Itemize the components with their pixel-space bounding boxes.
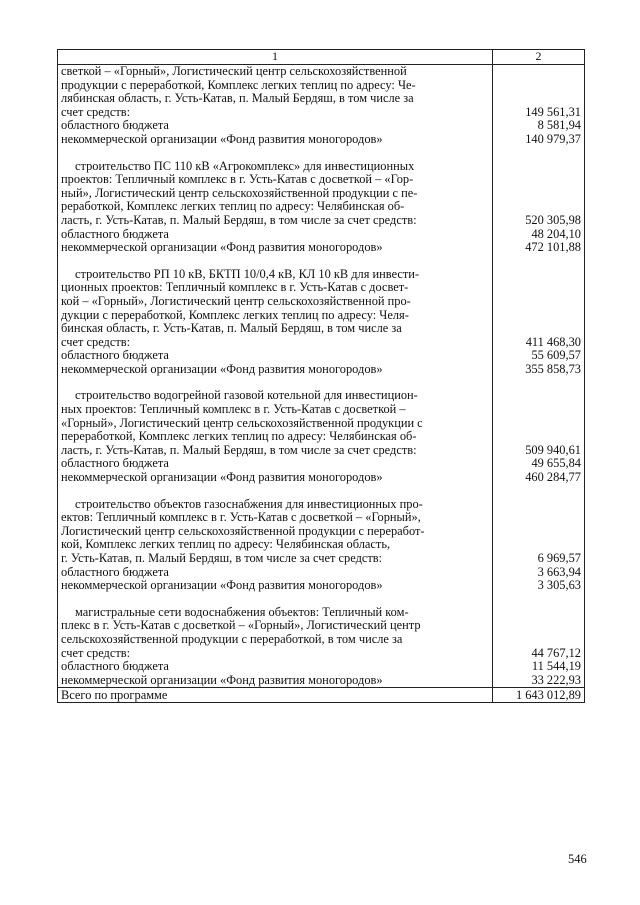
item-description (58, 65, 493, 120)
fund-amount: 460 284,77 (493, 471, 585, 485)
fund-amount: 140 979,37 (493, 133, 585, 147)
description-line: магистральные сети водоснабжения объектов: Тепличный ком- (75, 604, 409, 619)
table-row (58, 119, 585, 133)
spacer-cell (58, 255, 493, 268)
spacer-cell (493, 255, 585, 268)
fund-amount: 3 305,63 (493, 579, 585, 593)
table-row (58, 160, 585, 228)
description-line: светкой – «Горный», Логистический центр сельскохозяйственной (61, 64, 407, 78)
grand-total-value: 1 643 012,89 (493, 688, 585, 703)
item-total: 509 940,61 (493, 389, 585, 457)
item-description (58, 160, 493, 228)
page-number: 546 (568, 852, 587, 866)
grand-total-label: Всего по программе (58, 688, 493, 703)
description-line: строительство объектов газоснабжения для инвестиционных про- (75, 496, 423, 511)
regional-budget-amount: 11 544,19 (493, 660, 585, 674)
fund-label: некоммерческой организации «Фонд развития моногородов» (58, 674, 493, 688)
description-line: плекс в г. Усть-Катав с досветкой – «Горный», Логистический центр (61, 618, 421, 633)
fund-amount: 355 858,73 (493, 363, 585, 377)
item-total: 520 305,98 (493, 160, 585, 228)
section-spacer (58, 147, 585, 160)
regional-budget-amount: 3 663,94 (493, 566, 585, 580)
fund-amount: 472 101,88 (493, 241, 585, 255)
table-row (58, 363, 585, 377)
fund-amount: 33 222,93 (493, 674, 585, 688)
section-spacer (58, 255, 585, 268)
regional-budget-label: областного бюджета (58, 228, 493, 242)
description-line: ласть, г. Усть-Катав, п. Малый Бердяш, в том числе за счет средств: (61, 212, 417, 227)
table-row (58, 268, 585, 350)
item-total: 6 969,57 (493, 498, 585, 566)
table-row (58, 660, 585, 674)
description-line: ный», Логистический центр сельскохозяйственной продукции с пе- (61, 185, 418, 200)
description-line: г. Усть-Катав, п. Малый Бердяш, в том числе за счет средств: (61, 551, 383, 565)
regional-budget-amount: 55 609,57 (493, 349, 585, 363)
description-line: кой – «Горный», Логистический центр сельскохозяйственной про- (61, 293, 411, 308)
budget-table-body (58, 50, 585, 703)
item-total: 44 767,12 (493, 606, 585, 660)
table-row (58, 579, 585, 593)
item-description (58, 498, 493, 566)
description-line: Логистический центр сельскохозяйственной продукции с переработ- (61, 523, 425, 538)
table-row (58, 471, 585, 485)
table-header-row (58, 50, 585, 65)
header-col-1: 1 (58, 50, 493, 65)
item-total: 411 468,30 (493, 268, 585, 350)
header-col-2: 2 (493, 50, 585, 65)
table-row (58, 457, 585, 471)
description-line: продукции с переработкой, Комплекс легких теплиц по адресу: Че- (61, 77, 416, 92)
table-row (58, 349, 585, 363)
table-row (58, 674, 585, 688)
fund-label: некоммерческой организации «Фонд развития моногородов» (58, 579, 493, 593)
table-row (58, 498, 585, 566)
table-row (58, 389, 585, 457)
description-line: бинская область, г. Усть-Катав, п. Малый Бердяш, в том числе за (61, 321, 402, 336)
description-line: ектов: Тепличный комплекс в г. Усть-Катав с досветкой – «Горный», (61, 510, 421, 525)
item-description (58, 606, 493, 660)
description-line: счет средств: (61, 104, 131, 119)
regional-budget-amount: 48 204,10 (493, 228, 585, 242)
description-line: ционных проектов: Тепличный комплекс в г. Усть-Катав с досвет- (61, 280, 409, 295)
regional-budget-label: областного бюджета (58, 457, 493, 471)
description-line: сельскохозяйственной продукции с переработкой, в том числе за (61, 631, 403, 646)
fund-label: некоммерческой организации «Фонд развития моногородов» (58, 241, 493, 255)
description-line: счет средств: (61, 645, 131, 660)
description-line: ласть, г. Усть-Катав, п. Малый Бердяш, в том числе за счет средств: (61, 442, 417, 457)
spacer-cell (493, 147, 585, 160)
item-description (58, 389, 493, 457)
description-line: реработкой, Комплекс легких теплиц по адресу: Челябинская об- (61, 199, 405, 214)
description-line: дукции с переработкой, Комплекс легких теплиц по адресу: Челя- (61, 307, 409, 322)
fund-label: некоммерческой организации «Фонд развития моногородов» (58, 363, 493, 377)
spacer-cell (493, 593, 585, 606)
regional-budget-label: областного бюджета (58, 566, 493, 580)
section-spacer (58, 485, 585, 498)
regional-budget-amount: 49 655,84 (493, 457, 585, 471)
table-row (58, 606, 585, 660)
description-line: ных проектов: Тепличный комплекс в г. Усть-Катав с досветкой – (61, 402, 406, 417)
table-row (58, 133, 585, 147)
item-description (58, 268, 493, 350)
regional-budget-label: областного бюджета (58, 119, 493, 133)
regional-budget-amount: 8 581,94 (493, 119, 585, 133)
budget-table (57, 49, 585, 703)
spacer-cell (58, 147, 493, 160)
table-row (58, 241, 585, 255)
fund-label: некоммерческой организации «Фонд развития моногородов» (58, 471, 493, 485)
description-line: строительство РП 10 кВ, БКТП 10/0,4 кВ, КЛ 10 кВ для инвести- (75, 266, 420, 281)
table-row (58, 65, 585, 120)
spacer-cell (58, 593, 493, 606)
description-line: кой, Комплекс легких теплиц по адресу: Челябинская область, (61, 537, 391, 552)
fund-label: некоммерческой организации «Фонд развития моногородов» (58, 133, 493, 147)
description-line: лябинская область, г. Усть-Катав, п. Малый Бердяш, в том числе за (61, 91, 414, 106)
description-line: переработкой, Комплекс легких теплиц по адресу: Челябинская об- (61, 429, 417, 444)
description-line: проектов: Тепличный комплекс в г. Усть-Катав с досветкой – «Гор- (61, 172, 414, 187)
spacer-cell (493, 485, 585, 498)
section-spacer (58, 593, 585, 606)
spacer-cell (493, 376, 585, 389)
description-line: строительство ПС 110 кВ «Агрокомплекс» для инвестиционных (75, 158, 415, 173)
grand-total-row (58, 688, 585, 703)
regional-budget-label: областного бюджета (58, 660, 493, 674)
description-line: «Горный», Логистический центр сельскохозяйственной продукции с (61, 415, 423, 430)
regional-budget-label: областного бюджета (58, 349, 493, 363)
spacer-cell (58, 485, 493, 498)
table-row (58, 566, 585, 580)
item-total: 149 561,31 (493, 65, 585, 120)
description-line: счет средств: (61, 334, 131, 349)
description-line: строительство водогрейной газовой котельной для инвестицион- (75, 388, 418, 403)
table-row (58, 228, 585, 242)
